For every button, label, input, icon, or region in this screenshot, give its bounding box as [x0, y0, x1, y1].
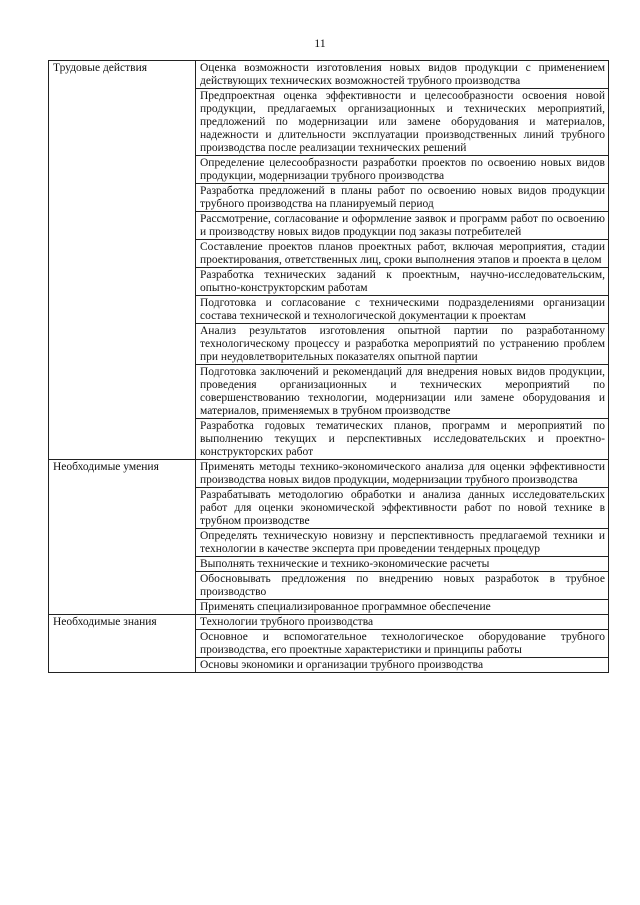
table-cell-item: Подготовка заключений и рекомендаций для внедрения новых видов продукции, проведения организационных и технических мероприятий по совершенствованию технологии, модернизации или замене оборудования и материалов, применяемых в трубном производстве: [196, 365, 609, 419]
table-cell-item: Обосновывать предложения по внедрению новых разработок в трубное производство: [196, 572, 609, 600]
table-cell-item: Основное и вспомогательное технологическое оборудование трубного производства, его проектные характеристики и принципы работы: [196, 630, 609, 658]
table-cell-item: Определять техническую новизну и перспективность предлагаемой техники и технологии в качестве эксперта при проведении тендерных процедур: [196, 529, 609, 557]
table-row: [49, 460, 609, 488]
table-cell-item: Разработка годовых тематических планов, программ и мероприятий по выполнению текущих и перспективных исследовательских и проектно-конструкторских работ: [196, 419, 609, 460]
table-cell-item: Основы экономики и организации трубного производства: [196, 658, 609, 673]
table-row: [49, 615, 609, 630]
table-cell-item: Разработка технических заданий к проектным, научно-исследовательским, опытно-конструкторским работам: [196, 268, 609, 296]
table-cell-item: Определение целесообразности разработки проектов по освоению новых видов продукции, модернизации трубного производства: [196, 156, 609, 184]
table-cell-item: Составление проектов планов проектных работ, включая мероприятия, стадии проектирования, ответственных лиц, сроки выполнения этапов и проекта в целом: [196, 240, 609, 268]
table-cell-item: Применять специализированное программное обеспечение: [196, 600, 609, 615]
table-cell-item: Предпроектная оценка эффективности и целесообразности освоения новой продукции, предлагаемых организационных и технических мероприятий, предложений по модернизации или замене оборудования и материалов, надежности и длительности эксплуатации производственных линий трубного производства после реализации технических решений: [196, 89, 609, 156]
section-label-required-knowledge: Необходимые знания: [49, 615, 196, 673]
qualification-table: [48, 60, 609, 673]
table-cell-item: Технологии трубного производства: [196, 615, 609, 630]
table-cell-item: Разрабатывать методологию обработки и анализа данных исследовательских работ для оценки экономической эффективности работ по новой технике в трубном производстве: [196, 488, 609, 529]
section-label-labor-actions: Трудовые действия: [49, 61, 196, 460]
table-cell-item: Применять методы технико-экономического анализа для оценки эффективности производства новых видов продукции, модернизации трубного производства: [196, 460, 609, 488]
table-cell-item: Анализ результатов изготовления опытной партии по разработанному технологическому процессу и разработка мероприятий по устранению проблем при неудовлетворительных показателях опытной партии: [196, 324, 609, 365]
table-row: [49, 61, 609, 89]
table-cell-item: Выполнять технические и технико-экономические расчеты: [196, 557, 609, 572]
table-cell-item: Оценка возможности изготовления новых видов продукции с применением действующих технических возможностей трубного производства: [196, 61, 609, 89]
section-label-required-skills: Необходимые умения: [49, 460, 196, 615]
table-cell-item: Подготовка и согласование с техническими подразделениями организации состава технической и технологической документации к проектам: [196, 296, 609, 324]
table-cell-item: Разработка предложений в планы работ по освоению новых видов продукции трубного производства на планируемый период: [196, 184, 609, 212]
table-cell-item: Рассмотрение, согласование и оформление заявок и программ работ по освоению и производству новых видов продукции под заказы потребителей: [196, 212, 609, 240]
page-number: 11: [314, 36, 326, 50]
qualification-table-body: [49, 61, 609, 673]
